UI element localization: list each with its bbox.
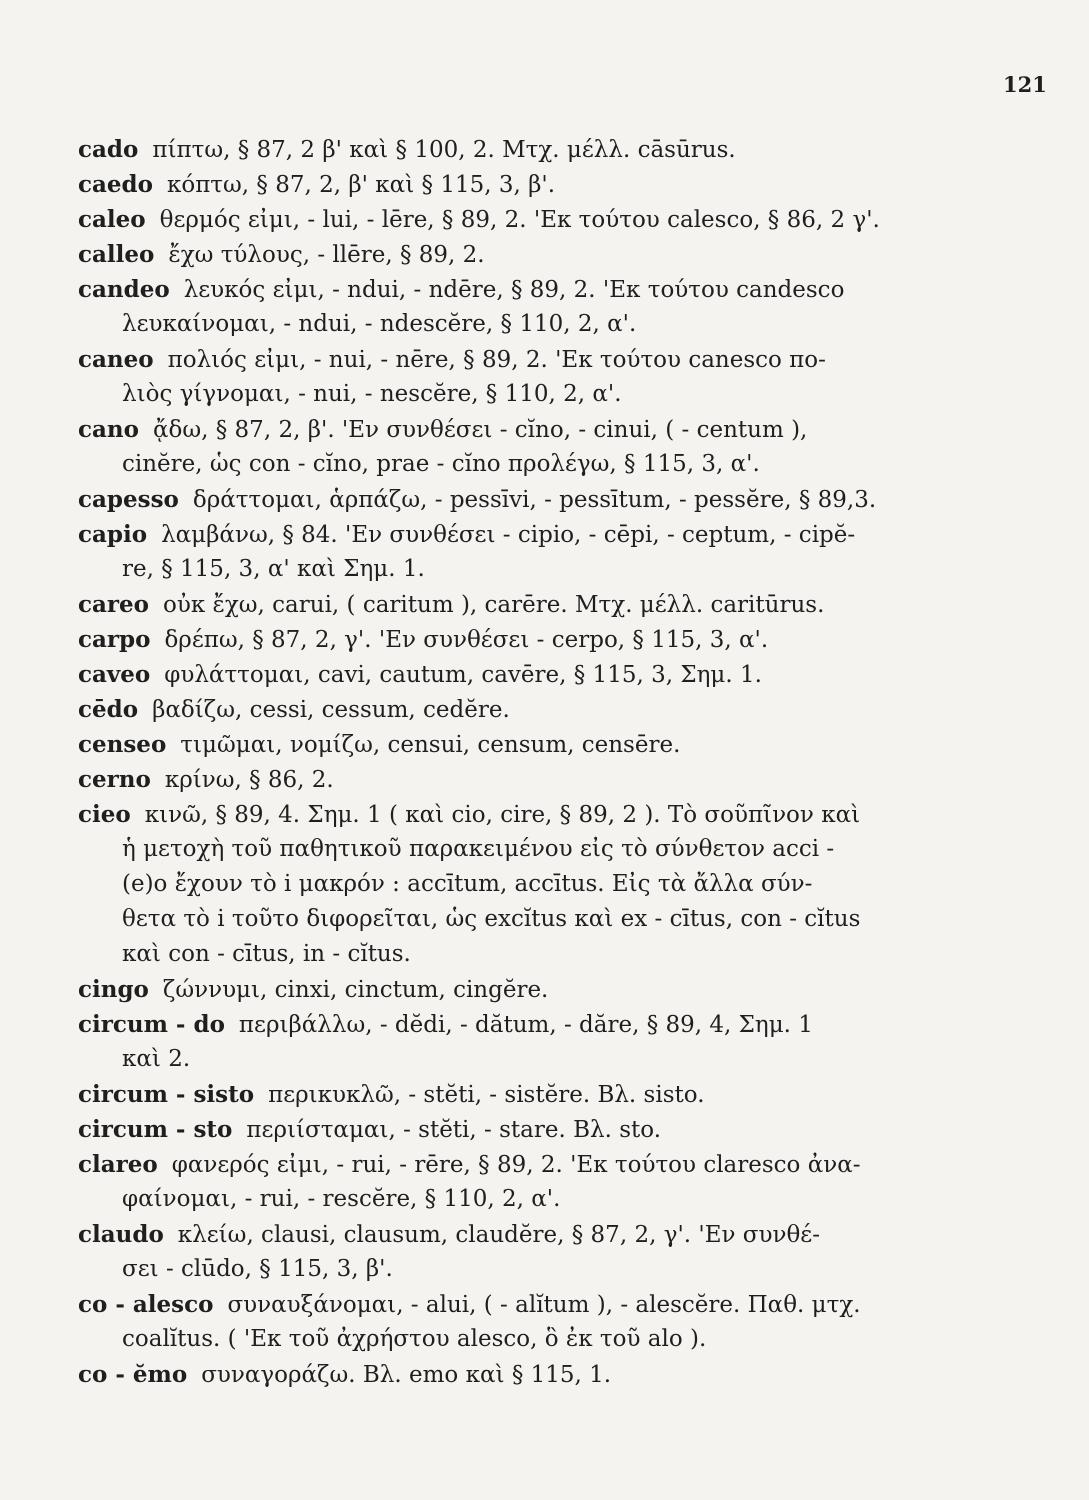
entry-continuation-line — [0, 447, 1089, 482]
definition-text: re, § 115, 3, α' καὶ Σημ. 1. — [122, 556, 425, 582]
entry-first-line — [0, 482, 1089, 517]
definition-text: λιὸς γίγνομαι, - nui, - nescĕre, § 110, 2, α'. — [122, 381, 622, 407]
dictionary-entry — [0, 272, 1089, 342]
entry-first-line — [0, 412, 1089, 447]
entry-continuation-line — [0, 307, 1089, 342]
headword: cerno — [78, 766, 151, 793]
dictionary-entry — [0, 482, 1089, 517]
entry-continuation-line — [0, 832, 1089, 867]
definition-text: θετα τὸ i τοῦτο διφορεῖται, ὡς excĭtus καὶ ex - cītus, con - cĭtus — [122, 906, 861, 932]
definition-text: σει - clūdo, § 115, 3, β'. — [122, 1256, 393, 1282]
entry-continuation-line — [0, 1182, 1089, 1217]
headword: capesso — [78, 486, 179, 513]
dictionary-entry — [0, 762, 1089, 797]
dictionary-entry — [0, 1287, 1089, 1357]
headword: careo — [78, 591, 149, 618]
headword: caedo — [78, 171, 153, 198]
entry-first-line — [0, 692, 1089, 727]
dictionary-entry — [0, 1112, 1089, 1147]
headword: candeo — [78, 276, 170, 303]
definition-text: (e)o ἔχουν τὸ i μακρόν : accītum, accītus. Εἰς τὰ ἄλλα σύν- — [122, 871, 813, 897]
definition-text: οὐκ ἔχω, carui, ( caritum ), carēre. Μτχ. μέλλ. caritūrus. — [163, 592, 825, 618]
definition-text: cinĕre, ὡς con - cĭno, prae - cĭno προλέγω, § 115, 3, α'. — [122, 451, 760, 477]
dictionary-entry — [0, 237, 1089, 272]
dictionary-entry — [0, 202, 1089, 237]
dictionary-entries — [0, 132, 1089, 1392]
dictionary-entry — [0, 517, 1089, 587]
dictionary-entry — [0, 622, 1089, 657]
entry-continuation-line — [0, 552, 1089, 587]
definition-text: πολιός εἰμι, - nui, - nēre, § 89, 2. 'Εκ τούτου canesco πο- — [167, 347, 826, 373]
entry-first-line — [0, 657, 1089, 692]
definition-text: ἡ μετοχὴ τοῦ παθητικοῦ παρακειμένου εἰς τὸ σύνθετον acci - — [122, 836, 835, 862]
headword: carpo — [78, 626, 151, 653]
definition-text: κόπτω, § 87, 2, β' καὶ § 115, 3, β'. — [166, 172, 556, 198]
entry-first-line — [0, 727, 1089, 762]
headword: claudo — [78, 1221, 164, 1248]
headword: caleo — [78, 206, 146, 233]
definition-text: λευκός εἰμι, - ndui, - ndēre, § 89, 2. 'Εκ τούτου candesco — [183, 277, 845, 303]
definition-text: φανερός εἰμι, - rui, - rēre, § 89, 2. 'Εκ τούτου claresco ἀνα- — [171, 1152, 861, 1178]
definition-text: φυλάττομαι, cavi, cautum, cavēre, § 115, 3, Σημ. 1. — [164, 662, 762, 688]
definition-text: θερμός εἰμι, - lui, - lēre, § 89, 2. 'Εκ τούτου calesco, § 86, 2 γ'. — [159, 207, 880, 233]
dictionary-entry — [0, 657, 1089, 692]
dictionary-entry — [0, 412, 1089, 482]
dictionary-entry — [0, 797, 1089, 972]
page-number: 121 — [1003, 72, 1047, 97]
definition-text: περιίσταμαι, - stĕti, - stare. Βλ. sto. — [246, 1117, 662, 1143]
entry-continuation-line — [0, 377, 1089, 412]
entry-first-line — [0, 202, 1089, 237]
definition-text: ἔχω τύλους, - llēre, § 89, 2. — [168, 242, 485, 268]
dictionary-entry — [0, 727, 1089, 762]
definition-text: συναγοράζω. Βλ. emo καὶ § 115, 1. — [201, 1362, 612, 1388]
definition-text: κλείω, clausi, clausum, claudĕre, § 87, 2, γ'. 'Εν συνθέ- — [177, 1222, 820, 1248]
entry-first-line — [0, 342, 1089, 377]
headword: co - ĕmo — [78, 1361, 188, 1388]
headword: cieo — [78, 801, 131, 828]
entry-first-line — [0, 167, 1089, 202]
entry-continuation-line — [0, 1252, 1089, 1287]
definition-text: λαμβάνω, § 84. 'Εν συνθέσει - cipio, - cēpi, - ceptum, - cipĕ- — [161, 522, 856, 548]
headword: cēdo — [78, 696, 139, 723]
definition-text: coalĭtus. ( 'Εκ τοῦ ἀχρήστου alesco, ὃ ἐκ τοῦ alo ). — [122, 1326, 707, 1352]
entry-first-line — [0, 1077, 1089, 1112]
entry-continuation-line — [0, 937, 1089, 972]
dictionary-entry — [0, 167, 1089, 202]
entry-first-line — [0, 762, 1089, 797]
entry-first-line — [0, 972, 1089, 1007]
definition-text: καὶ 2. — [122, 1046, 191, 1072]
entry-continuation-line — [0, 867, 1089, 902]
headword: cado — [78, 136, 139, 163]
entry-continuation-line — [0, 902, 1089, 937]
definition-text: λευκαίνομαι, - ndui, - ndescĕre, § 110, 2, α'. — [122, 311, 637, 337]
headword: circum - sisto — [78, 1081, 255, 1108]
headword: cano — [78, 416, 139, 443]
headword: cingo — [78, 976, 149, 1003]
entry-first-line — [0, 1217, 1089, 1252]
definition-text: ζώννυμι, cinxi, cinctum, cingĕre. — [162, 977, 549, 1003]
definition-text: φαίνομαι, - rui, - rescĕre, § 110, 2, α'. — [122, 1186, 561, 1212]
entry-first-line — [0, 517, 1089, 552]
entry-first-line — [0, 1287, 1089, 1322]
headword: circum - sto — [78, 1116, 233, 1143]
headword: capio — [78, 521, 148, 548]
dictionary-entry — [0, 587, 1089, 622]
entry-first-line — [0, 1147, 1089, 1182]
headword: clareo — [78, 1151, 158, 1178]
dictionary-entry — [0, 132, 1089, 167]
definition-text: τιμῶμαι, νομίζω, censui, censum, censēre. — [180, 732, 681, 758]
headword: co - alesco — [78, 1291, 214, 1318]
entry-first-line — [0, 797, 1089, 832]
definition-text: δράττομαι, ἁρπάζω, - pessīvi, - pessītum, - pessĕre, § 89,3. — [192, 487, 877, 513]
headword: caveo — [78, 661, 151, 688]
entry-first-line — [0, 132, 1089, 167]
definition-text: πίπτω, § 87, 2 β' καὶ § 100, 2. Μτχ. μέλλ. cāsūrus. — [152, 137, 736, 163]
definition-text: ᾄδω, § 87, 2, β'. 'Εν συνθέσει - cĭno, - cinui, ( - centum ), — [152, 417, 808, 443]
dictionary-entry — [0, 1217, 1089, 1287]
definition-text: κρίνω, § 86, 2. — [164, 767, 334, 793]
dictionary-entry — [0, 1007, 1089, 1077]
entry-first-line — [0, 1007, 1089, 1042]
headword: circum - do — [78, 1011, 225, 1038]
entry-continuation-line — [0, 1042, 1089, 1077]
headword: calleo — [78, 241, 155, 268]
definition-text: περικυκλῶ, - stĕti, - sistĕre. Βλ. sisto. — [268, 1082, 705, 1108]
definition-text: βαδίζω, cessi, cessum, cedĕre. — [152, 697, 510, 723]
dictionary-entry — [0, 972, 1089, 1007]
headword: caneo — [78, 346, 154, 373]
dictionary-entry — [0, 1077, 1089, 1112]
dictionary-entry — [0, 692, 1089, 727]
entry-first-line — [0, 622, 1089, 657]
entry-first-line — [0, 237, 1089, 272]
dictionary-entry — [0, 1357, 1089, 1392]
definition-text: κινῶ, § 89, 4. Σημ. 1 ( καὶ cio, cire, § 89, 2 ). Τὸ σοῦπῖνον καὶ — [144, 802, 861, 828]
definition-text: δρέπω, § 87, 2, γ'. 'Εν συνθέσει - cerpo, § 115, 3, α'. — [164, 627, 769, 653]
entry-first-line — [0, 272, 1089, 307]
entry-first-line — [0, 1357, 1089, 1392]
definition-text: καὶ con - cītus, in - cĭtus. — [122, 941, 411, 967]
entry-first-line — [0, 1112, 1089, 1147]
definition-text: συναυξάνομαι, - alui, ( - alĭtum ), - alescĕre. Παθ. μτχ. — [227, 1292, 861, 1318]
dictionary-entry — [0, 342, 1089, 412]
headword: censeo — [78, 731, 167, 758]
entry-first-line — [0, 587, 1089, 622]
dictionary-entry — [0, 1147, 1089, 1217]
entry-continuation-line — [0, 1322, 1089, 1357]
definition-text: περιβάλλω, - dĕdi, - dătum, - dăre, § 89, 4, Σημ. 1 — [238, 1012, 813, 1038]
